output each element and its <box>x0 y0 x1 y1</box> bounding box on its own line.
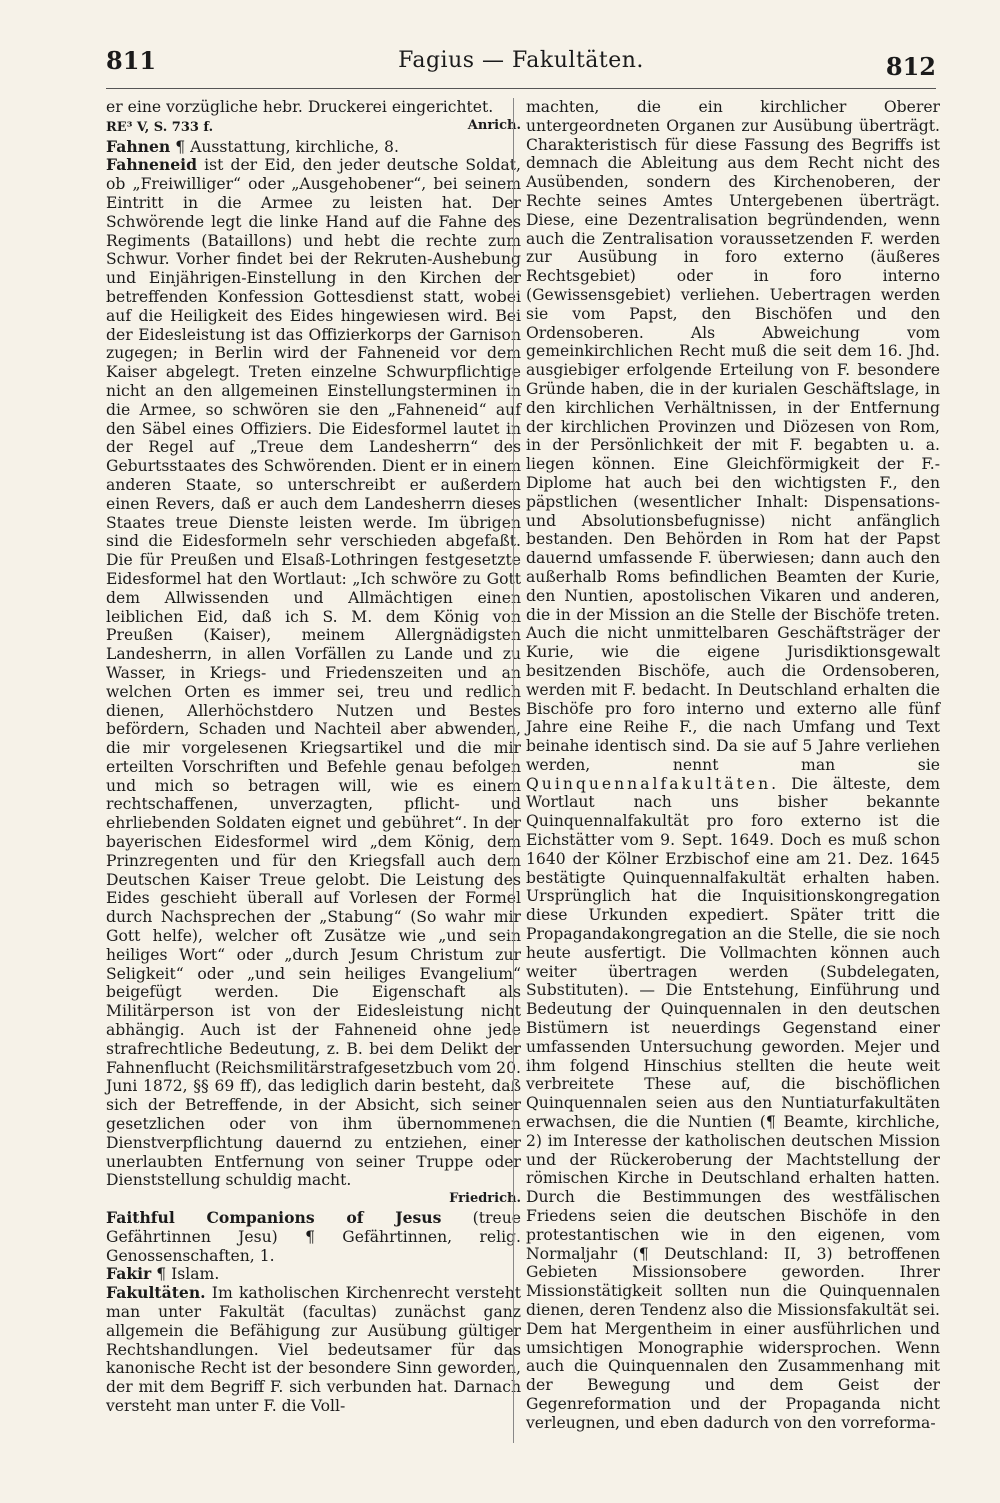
right-page-number: 812 <box>885 52 936 81</box>
running-title: Fagius — Fakultäten. <box>398 48 644 73</box>
left-page-number: 811 <box>106 46 157 75</box>
entry-text: ¶ Ausstattung, kirchliche, 8. <box>170 137 399 156</box>
entry-text: (treue Gefährtinnen Jesu) ¶ Gefährtinnen, relig. Genossenschaften, 1. <box>106 1209 521 1265</box>
entry-fakir <box>106 1265 521 1284</box>
spaced-term: Quinquennalfakultäten <box>526 774 772 793</box>
author-signature: Anrich. <box>467 117 521 133</box>
entry-text: ¶ Islam. <box>151 1265 220 1284</box>
reference-text: RE³ V, S. 733 f. <box>106 119 214 135</box>
entry-faithful-companions <box>106 1209 521 1265</box>
entry-text: er eine vorzügliche hebr. Druckerei eingerichtet. <box>106 98 494 116</box>
entry-signature <box>106 1190 521 1209</box>
entry-text: . Die älteste, dem Wortlaut nach uns bisher bekannte Quinquennalfakultät pro foro externo ist die Eichstätter vom 9. Sept. 1649. Doch es muß schon 1640 der Kölner Erzbischof eine am 21. Dez. 1645 bestätigte Quinquennalfakultät erhalten haben. Ursprünglich hat die Inquisitionskongregation diese Urkunden expediert. Später tritt die Propagandakongregation an die Stelle, die sie noch heute ausfertigt. Die Vollmachten können auch weiter übertragen werden (Subdelegaten, Substituten). — Die Entstehung, Einführung und Bedeutung der Quinquennalen in den deutschen Bistümern ist neuerdings Gegenstand einer umfassenden Untersuchung geworden. Mejer und ihm folgend Hinschius stellten die heute weit verbreitete These auf, die bischöflichen Quinquennalen seien aus den Nuntiaturfakultäten erwachsen, die die Nuntien (¶ Beamte, kirchliche, 2) im Interesse der katholischen deutschen Mission und der Rückeroberung der Machtstellung der römischen Kirche in Deutschland erhalten hatten. Durch die Bestimmungen des westfälischen Friedens seien die deutschen Bischöfe in den protestantischen wie in den eigenen, vom Normaljahr (¶ Deutschland: II, 3) betroffenen Gebieten Missionsobere geworden. Ihrer Missionstätigkeit sollten nun die Quinquennalen dienen, deren Tendenz also die Missionsfakultät sei. Dem hat Mergentheim in einer ausführlichen und umsichtigen Monographie widersprochen. Wenn auch die Quinquennalen den Zusammenhang mit der Bewegung und dem Geist der Gegenreformation und der Propaganda nicht verleugnen, und eben dadurch von den vorreforma- <box>526 774 940 1432</box>
author-signature: Friedrich. <box>449 1191 521 1207</box>
entry-headword: Faithful Companions of Jesus <box>106 1208 442 1228</box>
entry-continuation <box>106 98 521 117</box>
entry-fahnen <box>106 138 521 157</box>
entry-text: ist der Eid, den jeder deutsche Soldat, ob „Freiwilliger“ oder „Ausgehobener“, bei seinem Eintritt in die Armee zu leisten hat. Der Schwörende legt die linke Hand auf die Fahne des Regiments (Bataillons) und hebt die rechte zum Schwur. Vorher findet bei der Rekruten-Aushebung und Einjährigen-Einstellung in den Kirchen der betreffenden Konfession Gottesdienst statt, wobei auf die Heiligkeit des Eides hingewiesen wird. Bei der Eidesleistung ist das Offizierkorps der Garnison zugegen; in Berlin wird der Fahneneid vor dem Kaiser abgelegt. Treten einzelne Schwurpflichtige nicht an den allgemeinen Einstellungsterminen in die Armee, so schwören sie den „Fahneneid“ auf den Säbel eines Offiziers. Die Eidesformel lautet in der Regel auf „Treue dem Landesherrn“ des Geburtsstaates des Schwörenden. Dient er in einem anderen Staate, so unterschreibt er außerdem einen Revers, daß er auch dem Landesherrn dieses Staates treue Dienste leisten werde. Im übrigen sind die Eidesformeln sehr verschieden abgefaßt. Die für Preußen und Elsaß-Lothringen festgesetzte Eidesformel hat den Wortlaut: „Ich schwöre zu Gott dem Allwissenden und Allmächtigen einen leiblichen Eid, daß ich S. M. dem König von Preußen (Kaiser), meinem Allergnädigsten Landesherrn, in allen Vorfällen zu Lande und zu Wasser, in Kriegs- und Friedenszeiten und an welchen Orten es immer sei, treu und redlich dienen, Allerhöchstdero Nutzen und Bestes befördern, Schaden und Nachteil aber abwenden, die mir vorgelesenen Kriegsartikel und die mir erteilten Vorschriften und Befehle genau befolgen und mich so betragen will, wie es einem rechtschaffenen, unverzagten, pflicht- und ehrliebenden Soldaten eignet und gebühret“. In der bayerischen Eidesformel wird „dem König, dem Prinzregenten und für den Kriegsfall auch dem Deutschen Kaiser Treue gelobt. Die Leistung des Eides geschieht überall auf Vorlesen der Formel durch Nachsprechen der „Stabung“ (So wahr mir Gott helfe), welcher oft Zusätze wie „und sein heiliges Wort“ oder „durch Jesum Christum zur Seligkeit“ oder „und sein heiliges Evangelium“ beigefügt werden. Die Eigenschaft als Militärperson ist von der Eidesleistung nicht abhängig. Auch ist der Fahneneid ohne jede strafrechtliche Bedeutung, z. B. bei dem Delikt der Fahnenflucht (Reichsmilitärstrafgesetzbuch vom 20. Juni 1872, §§ 69 ff), das lediglich darin besteht, daß sich der Betreffende, in der Absicht, sich seiner gesetzlichen oder von ihm übernommenen Dienstverpflichtung dauernd zu entziehen, einer unerlaubten Entfernung von seiner Truppe oder Dienststellung schuldig macht. <box>106 156 521 1190</box>
entry-fakultaeten-continued <box>526 98 940 1433</box>
right-column <box>526 98 940 1433</box>
entry-headword: Fahneneid <box>106 155 198 175</box>
left-column <box>106 98 521 1416</box>
entry-reference <box>106 117 521 138</box>
header-rule <box>106 88 936 89</box>
entry-text: machten, die ein kirchlicher Oberer untergeordneten Organen zur Ausübung überträgt. Charakteristisch für diese Fassung des Begriffs ist demnach die Ableitung aus dem Recht nicht des Ausübenden, sondern des Kirchenoberen, der Rechte seines Amtes Untergebenen überträgt. Diese, eine Dezentralisation begründenden, wenn auch die Zentralisation voraussetzenden F. werden zur Ausübung in foro externo (äußeres Rechtsgebiet) oder in foro interno (Gewissensgebiet) verliehen. Uebertragen werden sie vom Papst, den Bischöfen und den Ordensoberen. Als Abweichung vom gemeinkirchlichen Recht muß die seit dem 16. Jhd. ausgiebiger erfolgende Erteilung von F. besondere Gründe haben, die in der kurialen Geschäftslage, in den kirchlichen Verhältnissen, in der Entfernung der kirchlichen Provinzen und Diözesen von Rom, in der Persönlichkeit der mit F. begabten u. a. liegen können. Eine Gleichförmigkeit der F.-Diplome hat auch bei den wichtigsten F., den päpstlichen (wesentlicher Inhalt: Dispensations- und Absolutionsbefugnisse) nicht anfänglich bestanden. Den Behörden in Rom hat der Papst dauernd umfassende F. überwiesen; dann auch den außerhalb Roms befindlichen Beamten der Kurie, den Nuntien, apostolischen Vikaren und anderen, die in der Mission an die Stelle der Bischöfe treten. Auch die nicht unmittelbaren Geschäftsträger der Kurie, wie die eigene Jurisdiktionsgewalt besitzenden Bischöfe, auch die Ordensoberen, werden mit F. bedacht. In Deutschland erhalten die Bischöfe pro foro interno und externo alle fünf Jahre eine Reihe F., die nach Umfang und Text beinahe identisch sind. Da sie auf 5 Jahre verliehen werden, nennt man sie <box>526 98 940 774</box>
entry-fahneneid <box>106 156 521 1190</box>
page-header <box>106 46 936 86</box>
entry-headword: Fahnen <box>106 136 171 156</box>
entry-headword: Fakultäten. <box>106 1283 206 1303</box>
entry-text: Im katholischen Kirchenrecht versteht man unter Fakultät (facultas) zunächst ganz allgemein die Befähigung zur Ausübung gültiger Rechtshandlungen. Viel bedeutsamer für das kanonische Recht ist der besondere Sinn geworden, der mit dem Begriff F. sich verbunden hat. Darnach versteht man unter F. die Voll- <box>106 1284 521 1415</box>
column-divider <box>513 98 514 1443</box>
entry-headword: Fakir <box>106 1264 152 1284</box>
entry-fakultaeten <box>106 1284 521 1416</box>
